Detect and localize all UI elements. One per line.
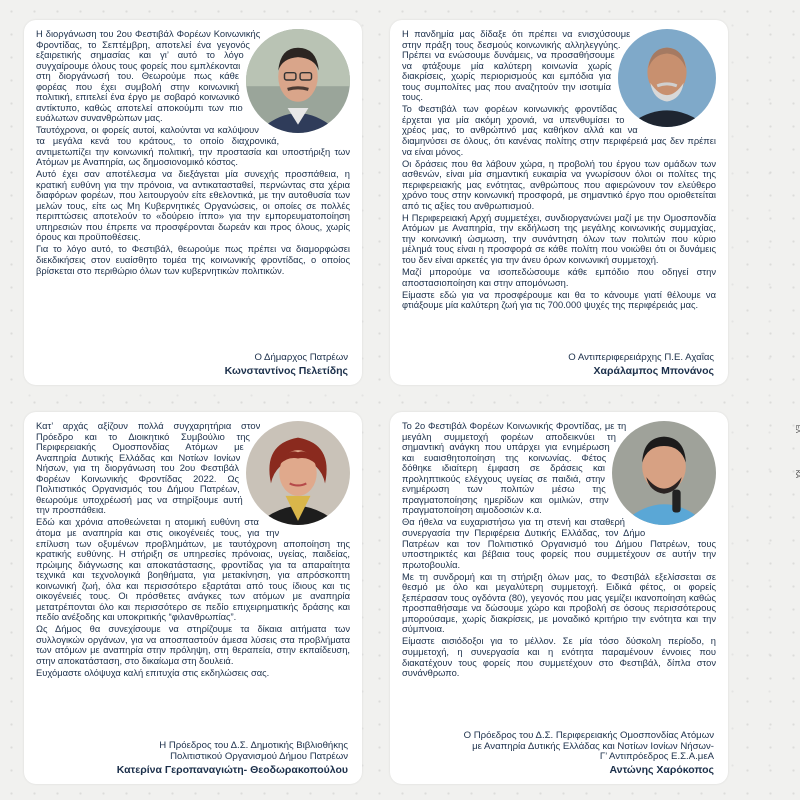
federation-president-role-line-1: Ο Πρόεδρος του Δ.Σ. Περιφερειακής Ομοσπονδίας Ατόμων (463, 729, 714, 741)
library-president-portrait-illustration (246, 421, 350, 525)
library-president-role-line-1: Η Πρόεδρος του Δ.Σ. Δημοτικής Βιβλιοθήκης (159, 739, 348, 751)
edge-text-fragment-2: ΚΑ (794, 470, 800, 479)
federation-president-role-line-3: Γ’ Αντιπρόεδρος Ε.Σ.Α.μεΑ (599, 751, 714, 763)
vice-governor-name: Χαράλαμπος Μπονάνος (593, 364, 714, 377)
vice-governor-role: Ο Αντιπεριφερειάρχης Π.Ε. Αχαΐας (568, 352, 714, 363)
library-president-paragraph-4: Ευχόμαστε ολόψυχα καλή επιτυχία στις εκδηλώσεις σας. (36, 668, 270, 679)
mayor-paragraph-2: Ταυτόχρονα, οι φορείς αυτοί, καλούνται να καλύψουν τα μεγάλα κενά του κράτους, το οποίο διαχρονικά, αντιμετωπίζει την κοινωνική πολιτική, την προστασία και υποστήριξη των Ατόμων με Αναπηρία, ως δημοσιονομικό κόστος. (36, 125, 350, 168)
vice-governor-message-card (390, 20, 728, 385)
vice-governor-paragraph-2: Το Φεστιβάλ των φορέων κοινωνικής φροντίδας έρχεται για μία ακόμη χρονιά, να υπενθυμίσει το χρέος μας, το ανθρώπινό μας καθήκον αλλά και να διαμηνύσει σε όλους, ότι κανένας πολίτης στην περιφέρειά μας δεν πρέπει να είναι μόνος. (402, 104, 716, 157)
library-president-role-line-2: Πολιτιστικού Οργανισμού Δήμου Πατρέων (170, 751, 348, 762)
vice-governor-signature (568, 352, 714, 377)
mayor-paragraph-4: Για το λόγο αυτό, το Φεστιβάλ, θεωρούμε πως πρέπει να διαμορφώσει διεκδικήσεις στον ευαίσθητο τομέα της κοινωνικής φροντίδας, ο οποίος βρίσκεται στο περιθώριο όλων των κυβερνητικών πολιτικών. (36, 244, 350, 276)
library-president-name: Κατερίνα Γεροπαναγιώτη- Θεοδωρακοπούλου (116, 763, 348, 776)
mayor-role: Ο Δήμαρχος Πατρέων (254, 352, 348, 363)
vice-governor-paragraph-1: Η πανδημία μας δίδαξε ότι πρέπει να ενισχύσουμε στην πράξη τους δεσμούς κοινωνικής αλληλεγγύης. Πρέπει να ενώσουμε δυνάμεις, να προσαθήσουμε να φτάξουμε μία καλύτερη κοινωνία χωρίς διακρίσεις, χωρίς περιορισμούς και εμπόδια για τους συμπολίτες μας που αναζητούν την ισοτιμία τους. (402, 29, 631, 103)
vice-governor-portrait-illustration (618, 29, 716, 127)
mayor-portrait-photo (246, 29, 350, 133)
vice-governor-paragraph-5: Μαζί μπορούμε να ισοπεδώσουμε κάθε εμπόδιο που οδηγεί στην αποστασιοποίηση και στην απομόνωση. (402, 267, 716, 288)
library-president-paragraph-3: Ως Δήμος θα συνεχίσουμε να στηρίζουμε τα δίκαια αιτήματα των συλλογικών οργάνων, για να αποσπαστούν άμεσα λύσεις στα προβλήματα των ατόμων με αναπηρία στην πρόληψη, στη θεραπεία, στην εκπαίδευση, στην αποκατάσταση, στο δικαίωμα στη δουλειά. (36, 624, 350, 667)
library-president-portrait-photo (246, 421, 350, 525)
federation-president-paragraph-2: Θα ήθελα να ευχαριστήσω για τη στενή και σταθερή συνεργασία την Περιφέρεια Δυτικής Ελλάδας, τον Δήμο Πατρέων και τον Πολιτιστικό Οργανισμό του Δήμου Πατρέων, τους υποστηρικτές και βέβαια τους φορείς που συμμετέχουν σε αυτήν την πρωτοβουλία. (402, 517, 716, 570)
federation-president-portrait-photo (612, 421, 716, 525)
edge-text-fragment-1: ΕΛ (794, 425, 800, 434)
federation-president-message-card (390, 412, 728, 784)
vice-governor-portrait-photo (618, 29, 716, 127)
federation-president-portrait-illustration (612, 421, 716, 525)
federation-president-paragraph-3: Με τη συνδρομή και τη στήριξη όλων μας, το Φεστιβάλ εξελίσσεται σε θεσμό με όλο και μεγαλύτερη συμμετοχή. Ειδικά φέτος, οι φορείς ξεπέρασαν τους ογδόντα (80), γεγονός που μας γεμίζει ικανοποίηση καθώς προσπαθήσαμε να δώσουμε χώρο και προβολή σε όσους περισσότερους μπορούσαμε, χωρίς διακρίσεις, με μοναδικό κριτήριο την ενότητα και την σύμπνοια. (402, 571, 716, 635)
federation-president-name: Αντώνης Χαρόκοπος (609, 764, 714, 777)
library-president-paragraph-2: Εδώ και χρόνια αποθεώνεται η ατομική ευθύνη στα άτομα με αναπηρία και στις οικογένειές τους, για την επίλυση των οξυμένων προβλημάτων, με ταυτόχρονη αποποίηση της κρατικής ευθύνης. Η στήριξη σε υπηρεσίες πρόνοιας, υγείας, παιδείας, πρώιμης διάγνωσης και αποκατάστασης, φροντίδας για τα απαραίτητα τεχνικά και τεχνολογικά βοηθήματα, για μετακίνηση, για απρόσκοπτη κοινωνική ζωή, όλα και περισσότερο εξαρτάται από τους ίδιους και τις οικογένειές τους. Οι πρόσθετες ανάγκες των ατόμων με αναπηρία μετατρέπονται όλο και περισσότερο σε πεδίο επιχειρηματικής δράσης και πεδίο ανέξοδης και υποκριτικής “φιλανθρωπίας”. (36, 517, 350, 623)
federation-president-paragraph-4: Είμαστε αισιόδοξοι για το μέλλον. Σε μία τόσο δύσκολη περίοδο, η συμμετοχή, η συνεργασία και η ενότητα παραμένουν έννοιες που διακατέχουν τους φορείς που συμμετέχουν στο Φεστιβάλ, δίπλα στον συνάνθρωπο. (402, 636, 716, 679)
adjacent-page-edge (792, 0, 800, 800)
library-president-signature (117, 740, 348, 777)
mayor-message-card (24, 20, 362, 385)
mayor-name: Κωνσταντίνος Πελετίδης (224, 364, 348, 377)
library-president-paragraph-1: Κατ’ αρχάς αξίζουν πολλά συγχαρητήρια στον Πρόεδρο και το Διοικητικό Συμβούλιο της Περιφερειακής Ομοσπονδίας Ατόμων με Αναπηρία Δυτικής Ελλάδας και Νοτίων Ιονίων Νήσων, για τη διοργάνωση του 2ου Φεστιβάλ Φορέων Κοινωνικής Φροντίδας 2022. Ως Πολιτιστικός Οργανισμός του Δήμου Πατρέων, θεωρούμε υποχρέωσή μας να στηρίξουμε αυτή την προσπάθεια. (36, 421, 261, 516)
mayor-paragraph-1: Η διοργάνωση του 2ου Φεστιβάλ Φορέων Κοινωνικής Φροντίδας, το Σεπτέμβρη, αποτελεί ένα γεγονός εξαιρετικής σημασίας και γι’ αυτό το λόγο συγχαίρουμε όλους τους φορείς που εμπλέκονται στη διοργάνωσή του. Θεωρούμε πως κάθε φορέας που έχει συμβολή στην κοινωνική πολιτική, επιτελεί ένα έργο με σοβαρό κοινωνικό αντίκτυπο, καθώς αποτελεί αποκούμπι των πιο ευάλωτων συνανθρώπων μας. (36, 29, 261, 124)
mayor-signature (225, 352, 348, 377)
federation-president-role-line-2: με Αναπηρία Δυτικής Ελλάδας και Νοτίων Ιονίων Νήσων- (472, 740, 714, 752)
vice-governor-paragraph-6: Είμαστε εδώ για να προσφέρουμε και θα το κάνουμε γιατί θέλουμε να φτιάξουμε μία καλύτερη ζωή για τις 700.000 ψυχές της περιφέρειάς μας. (402, 289, 716, 311)
vice-governor-paragraph-3: Οι δράσεις που θα λάβουν χώρα, η προβολή του έργου των ομάδων των ασθενών, είναι μία σημαντική ευκαιρία να γνωρίσουν όλοι οι πολίτες της περιφερειακής μας ενότητας, ανθρώπους που αφιερώνουν τον ελεύθερο χρόνο τους στην κοινωνική προσφορά, με σημαντικό έργο που οριοθετείται από τις αξίες του ανθρωπισμού. (402, 158, 716, 211)
vice-governor-paragraph-4: Η Περιφερειακή Αρχή συμμετέχει, συνδιοργανώνει μαζί με την Ομοσπονδία Ατόμων με Αναπηρία, την εκδήλωση της μεγάλης κοινωνικής συμμαχίας, την κοινωνική ώσμωση, την συνάντηση όλων των πολιτών που κύριο μέλημά τους είναι η προσφορά σε κάθε πολίτη που νοιώθει ότι οι δυνάμεις του δεν είναι αρκετές για την άνευ όρων κοινωνική συμμετοχή. (402, 212, 716, 265)
mayor-paragraph-3: Αυτό έχει σαν αποτέλεσμα να διεξάγεται μία συνεχής προσπάθεια, η κρατική ευθύνη για την πρόνοια, να αντικατασταθεί, περνώντας στα χέρια διαφόρων φορέων, που λειτουργούν είτε εθελοντικά, με την αυτοθυσία των μελών τους, είτε ως Μη Κυβερνητικές Οργανώσεις, οι οποίες σε πολλές περιπτώσεις αποτελούν το «δούρειο ίππο» για την εμπορευματοποίηση υπηρεσιών που έπρεπε να προσφέρονται δωρεάν και προς όλους, χωρίς όρους και προϋποθέσεις. (36, 169, 350, 243)
federation-president-signature (464, 731, 714, 776)
library-president-message-card (24, 412, 362, 784)
federation-president-paragraph-1: Το 2ο Φεστιβάλ Φορέων Κοινωνικής Φροντίδας, με τη μεγάλη συμμετοχή φορέων αποδεικνύει τη σημαντική ανάγκη που υπάρχει για ενημέρωση και ευαισθητοποίηση της κοινωνίας. Φέτος δόθηκε ιδιαίτερη έμφαση σε δράσεις και προληπτικούς ελέγχους υγείας σε παιδιά, στην ενημέρωση των πολιτών μέσω της πραγματοποίησης ημερίδων και ομιλιών, στην πραγματοποίηση αιμοδοσιών κ.α. (402, 421, 627, 516)
mayor-portrait-illustration (246, 29, 350, 133)
